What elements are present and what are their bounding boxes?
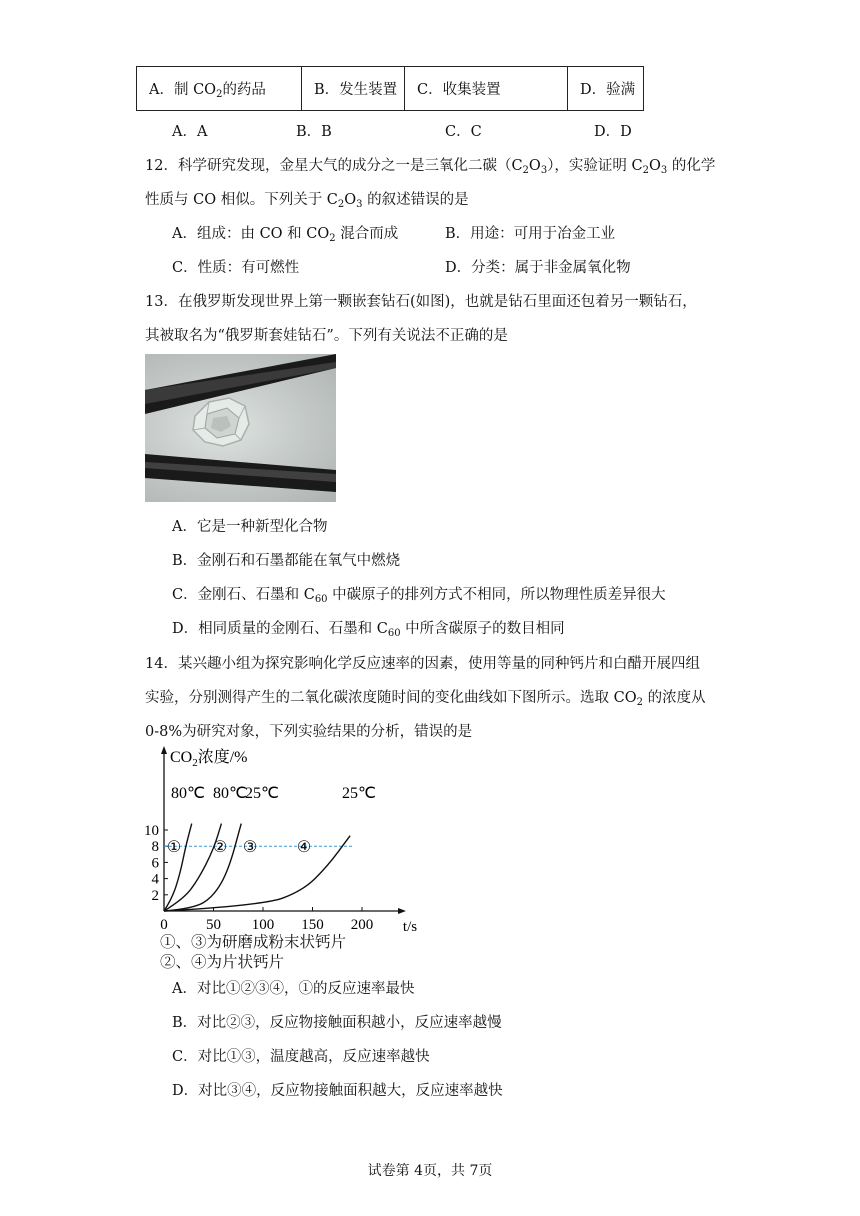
q14-stem-line1: 14．某兴趣小组为探究影响化学反应速率的因素，使用等量的同种钙片和白醋开展四组 [145, 656, 700, 672]
y-tick-label: 4 [151, 871, 159, 888]
q11-option-c[interactable]: C．C [445, 124, 482, 140]
series-label-3: ③ [242, 839, 258, 856]
series-temp-label-3: 25℃ [245, 785, 279, 802]
y-axis-arrow [161, 746, 167, 754]
x-tick-label: 200 [350, 917, 374, 933]
q13-option-d[interactable]: D．相同质量的金刚石、石墨和 $C_{60}$ 中所含碳原子的数目相同 [172, 621, 565, 639]
q12-stem-line1: 12．科学研究发现，金星大气的成分之一是三氧化二碳$(C_2O_3)$，实验证明 $C_2O_3$ 的化学 [145, 158, 716, 176]
series-label-4: ④ [296, 839, 312, 856]
y-tick-label: 10 [144, 823, 159, 839]
chart-note-2: ②、④为片状钙片 [160, 953, 285, 971]
q12-option-a[interactable]: A．组成：由 CO 和 $CO_2$ 混合而成 [172, 226, 399, 244]
x-axis-label: t/s [402, 919, 418, 935]
q14-option-a[interactable]: A．对比①②③④，①的反应速率最快 [172, 981, 415, 997]
q13-option-b[interactable]: B．金刚石和石墨都能在氧气中燃烧 [172, 553, 401, 569]
y-tick-label: 8 [151, 839, 159, 856]
q13-option-a[interactable]: A．它是一种新型化合物 [172, 519, 328, 535]
series-label-2: ② [212, 839, 228, 856]
q13-stem-line2: 其被取名为“俄罗斯套娃钻石”。下列有关说法不正确的是 [145, 328, 508, 344]
x-tick-label: 0 [160, 917, 168, 933]
q12-stem-line2: 性质与 CO 相似。下列关于 $C_2O_3$ 的叙述错误的是 [145, 192, 469, 210]
series-line-3 [164, 824, 241, 911]
q11-option-b[interactable]: B．B [296, 124, 332, 140]
q11-option-d[interactable]: D．D [594, 124, 632, 140]
table-row [137, 67, 644, 111]
q14-option-b[interactable]: B．对比②③，反应物接触面积越小，反应速率越慢 [172, 1015, 502, 1031]
q14-option-c[interactable]: C．对比①③，温度越高，反应速率越快 [172, 1049, 430, 1065]
table-cell-b: B．发生装置 [302, 67, 405, 111]
series-temp-label-1: 80℃ [171, 785, 205, 802]
y-tick-label: 2 [151, 887, 159, 904]
x-tick-label: 150 [301, 917, 324, 933]
q13-stem-line1: 13．在俄罗斯发现世界上第一颗嵌套钻石(如图)，也就是钻石里面还包着另一颗钻石， [145, 294, 697, 310]
x-axis-arrow [398, 908, 406, 914]
q11-option-a[interactable]: A．A [172, 124, 208, 140]
q11-table [136, 66, 644, 111]
series-temp-label-4: 25℃ [342, 785, 376, 802]
series-temp-label-2: 80℃ [213, 785, 247, 802]
series-line-2 [164, 824, 221, 911]
q14-option-d[interactable]: D．对比③④，反应物接触面积越大，反应速率越快 [172, 1083, 503, 1099]
table-cell-c: C．收集装置 [405, 67, 568, 111]
q14-stem-line2: 实验，分别测得产生的二氧化碳浓度随时间的变化曲线如下图所示。选取 $CO_2$ 的浓度从 [145, 690, 706, 708]
table-cell-d: D．验满 [568, 67, 644, 111]
y-axis-label: $CO_2$浓度/% [170, 749, 248, 769]
y-tick-label: 6 [151, 855, 159, 872]
q14-stem-line3: 0-8%为研究对象，下列实验结果的分析，错误的是 [145, 724, 473, 740]
q12-option-d[interactable]: D．分类：属于非金属氧化物 [445, 260, 631, 276]
q12-option-c[interactable]: C．性质：有可燃性 [172, 260, 300, 276]
q12-option-b[interactable]: B．用途：可用于冶金工业 [445, 226, 616, 242]
x-tick-label: 100 [251, 917, 275, 933]
table-cell-a: A．制 $CO_2$的药品 [137, 67, 302, 111]
q13-option-c[interactable]: C．金刚石、石墨和 $C_{60}$ 中碳原子的排列方式不相同，所以物理性质差异很大 [172, 587, 666, 605]
page-footer: 试卷第 4页，共 7页 [367, 1163, 493, 1179]
series-line-1 [164, 824, 192, 911]
diamond-icon [193, 398, 249, 446]
chart-note-1: ①、③为研磨成粉末状钙片 [160, 933, 347, 951]
series-label-1: ① [166, 839, 182, 856]
x-tick-label: 50 [206, 917, 221, 933]
diamond-photo [145, 354, 336, 502]
